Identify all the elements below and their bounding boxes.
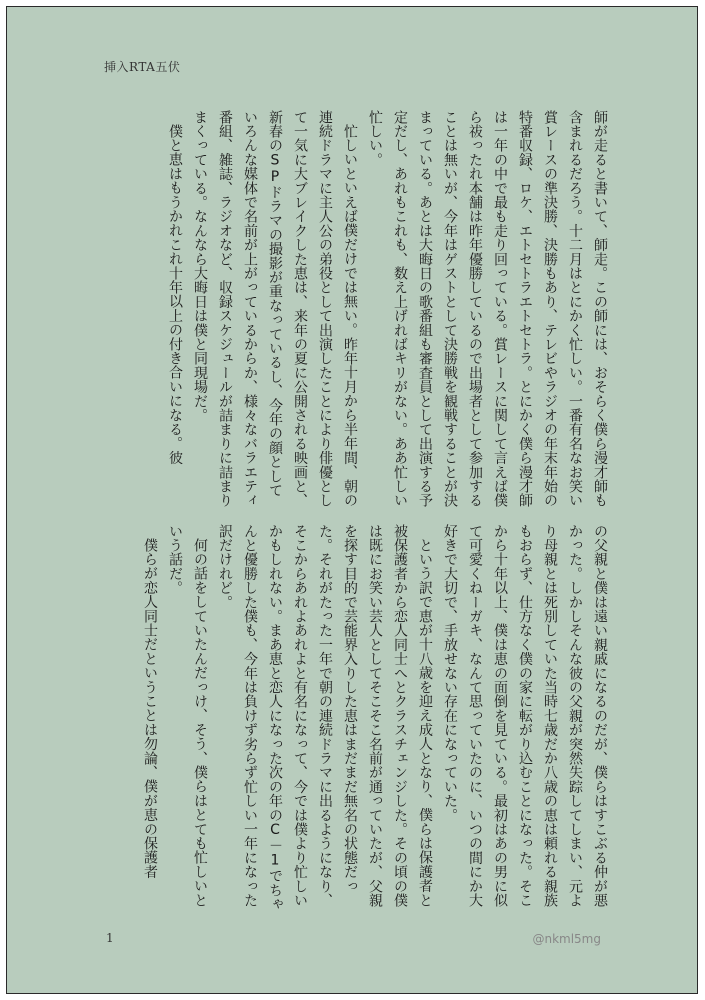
paragraph: 何の話をしていたんだっけ、そう、僕らはとても忙しいという話だ。 (167, 524, 208, 908)
text-block-lower (134, 524, 612, 919)
paragraph: 僕らが恋人同士だということは勿論、僕が恵の保護者 (142, 538, 158, 879)
page (6, 6, 698, 994)
author-credit: @nkml5mg (532, 932, 601, 946)
paragraph: 師が走ると書いて、師走。この師には、おそらく僕ら漫才師も含まれるだろう。十二月はとにかく忙しい。一番有名なお笑い賞レースの準決勝、決勝もあり、テレビやラジオの年末年始の特番収録、ロケ、エトセトラエトセトラ。とにかく僕ら漫才師は一年の中で最も走り回っている。賞レースに関して言えば僕ら祓ったれ本舗は昨年優勝しているので出場者として参加することは無いが、今年はゲストとして決勝戦を観戦することが決まっている。あとは大晦日の歌番組も審査員として出演する予定だし、あれもこれも、数え上げればキリがない。ああ忙しい忙しい。 (367, 110, 608, 508)
paragraph: の父親と僕は遠い親戚になるのだが、僕らはすこぶる仲が悪かった。しかしそんな彼の父親が突然失踪してしまい、元より母親とは死別していた当時七歳だか八歳の恵は頼れる親族もおらず、仕方なく僕の家に転がり込むことになった。そこから十年以上、僕は恵の面倒を見ている。最初はあの男に似て可愛くねーガキ、なんて思っていたのに、いつの間にか大好きで大切で、手放せない存在になっていた。 (442, 524, 608, 908)
running-header: 挿入RTA五伏 (104, 60, 181, 74)
page-number: 1 (106, 931, 114, 945)
paragraph: 忙しいといえば僕だけでは無い。昨年十月から半年間、朝の連続ドラマに主人公の弟役として出演したことにより俳優として一気に大ブレイクした恵は、来年の夏に公開される映画と、新春のSPドラマの撮影が重なっているし、今年の顔としていろんな媒体で名前が上がっているからか、様々なバラエティ番組、雑誌、ラジオなど、収録スケジュールが詰まりに詰まりまくっている。なんなら大晦日は僕と同現場だ。 (192, 110, 358, 508)
text-block-upper (109, 110, 612, 510)
paragraph: 僕と恵はもうかれこれ十年以上の付き合いになる。彼 (167, 124, 183, 465)
paragraph: という訳で恵が十八歳を迎え成人となり、僕らは保護者と被保護者から恋人同士へとクラスチェンジした。その頃の僕は既にお笑い芸人としてそこそこ名前が通っていたが、父親を探す目的で芸能界入りした恵はまだまだ無名の状態だった。それがたった一年で朝の連続ドラマに出るようになり、そこからあれよあれよと有名になって、今では僕より忙しいかもしれない。まあ恵と恋人になった次の年のC－1でちゃんと優勝した僕も、今年は負けず劣らず忙しい一年になった訳だけれど。 (217, 524, 433, 912)
